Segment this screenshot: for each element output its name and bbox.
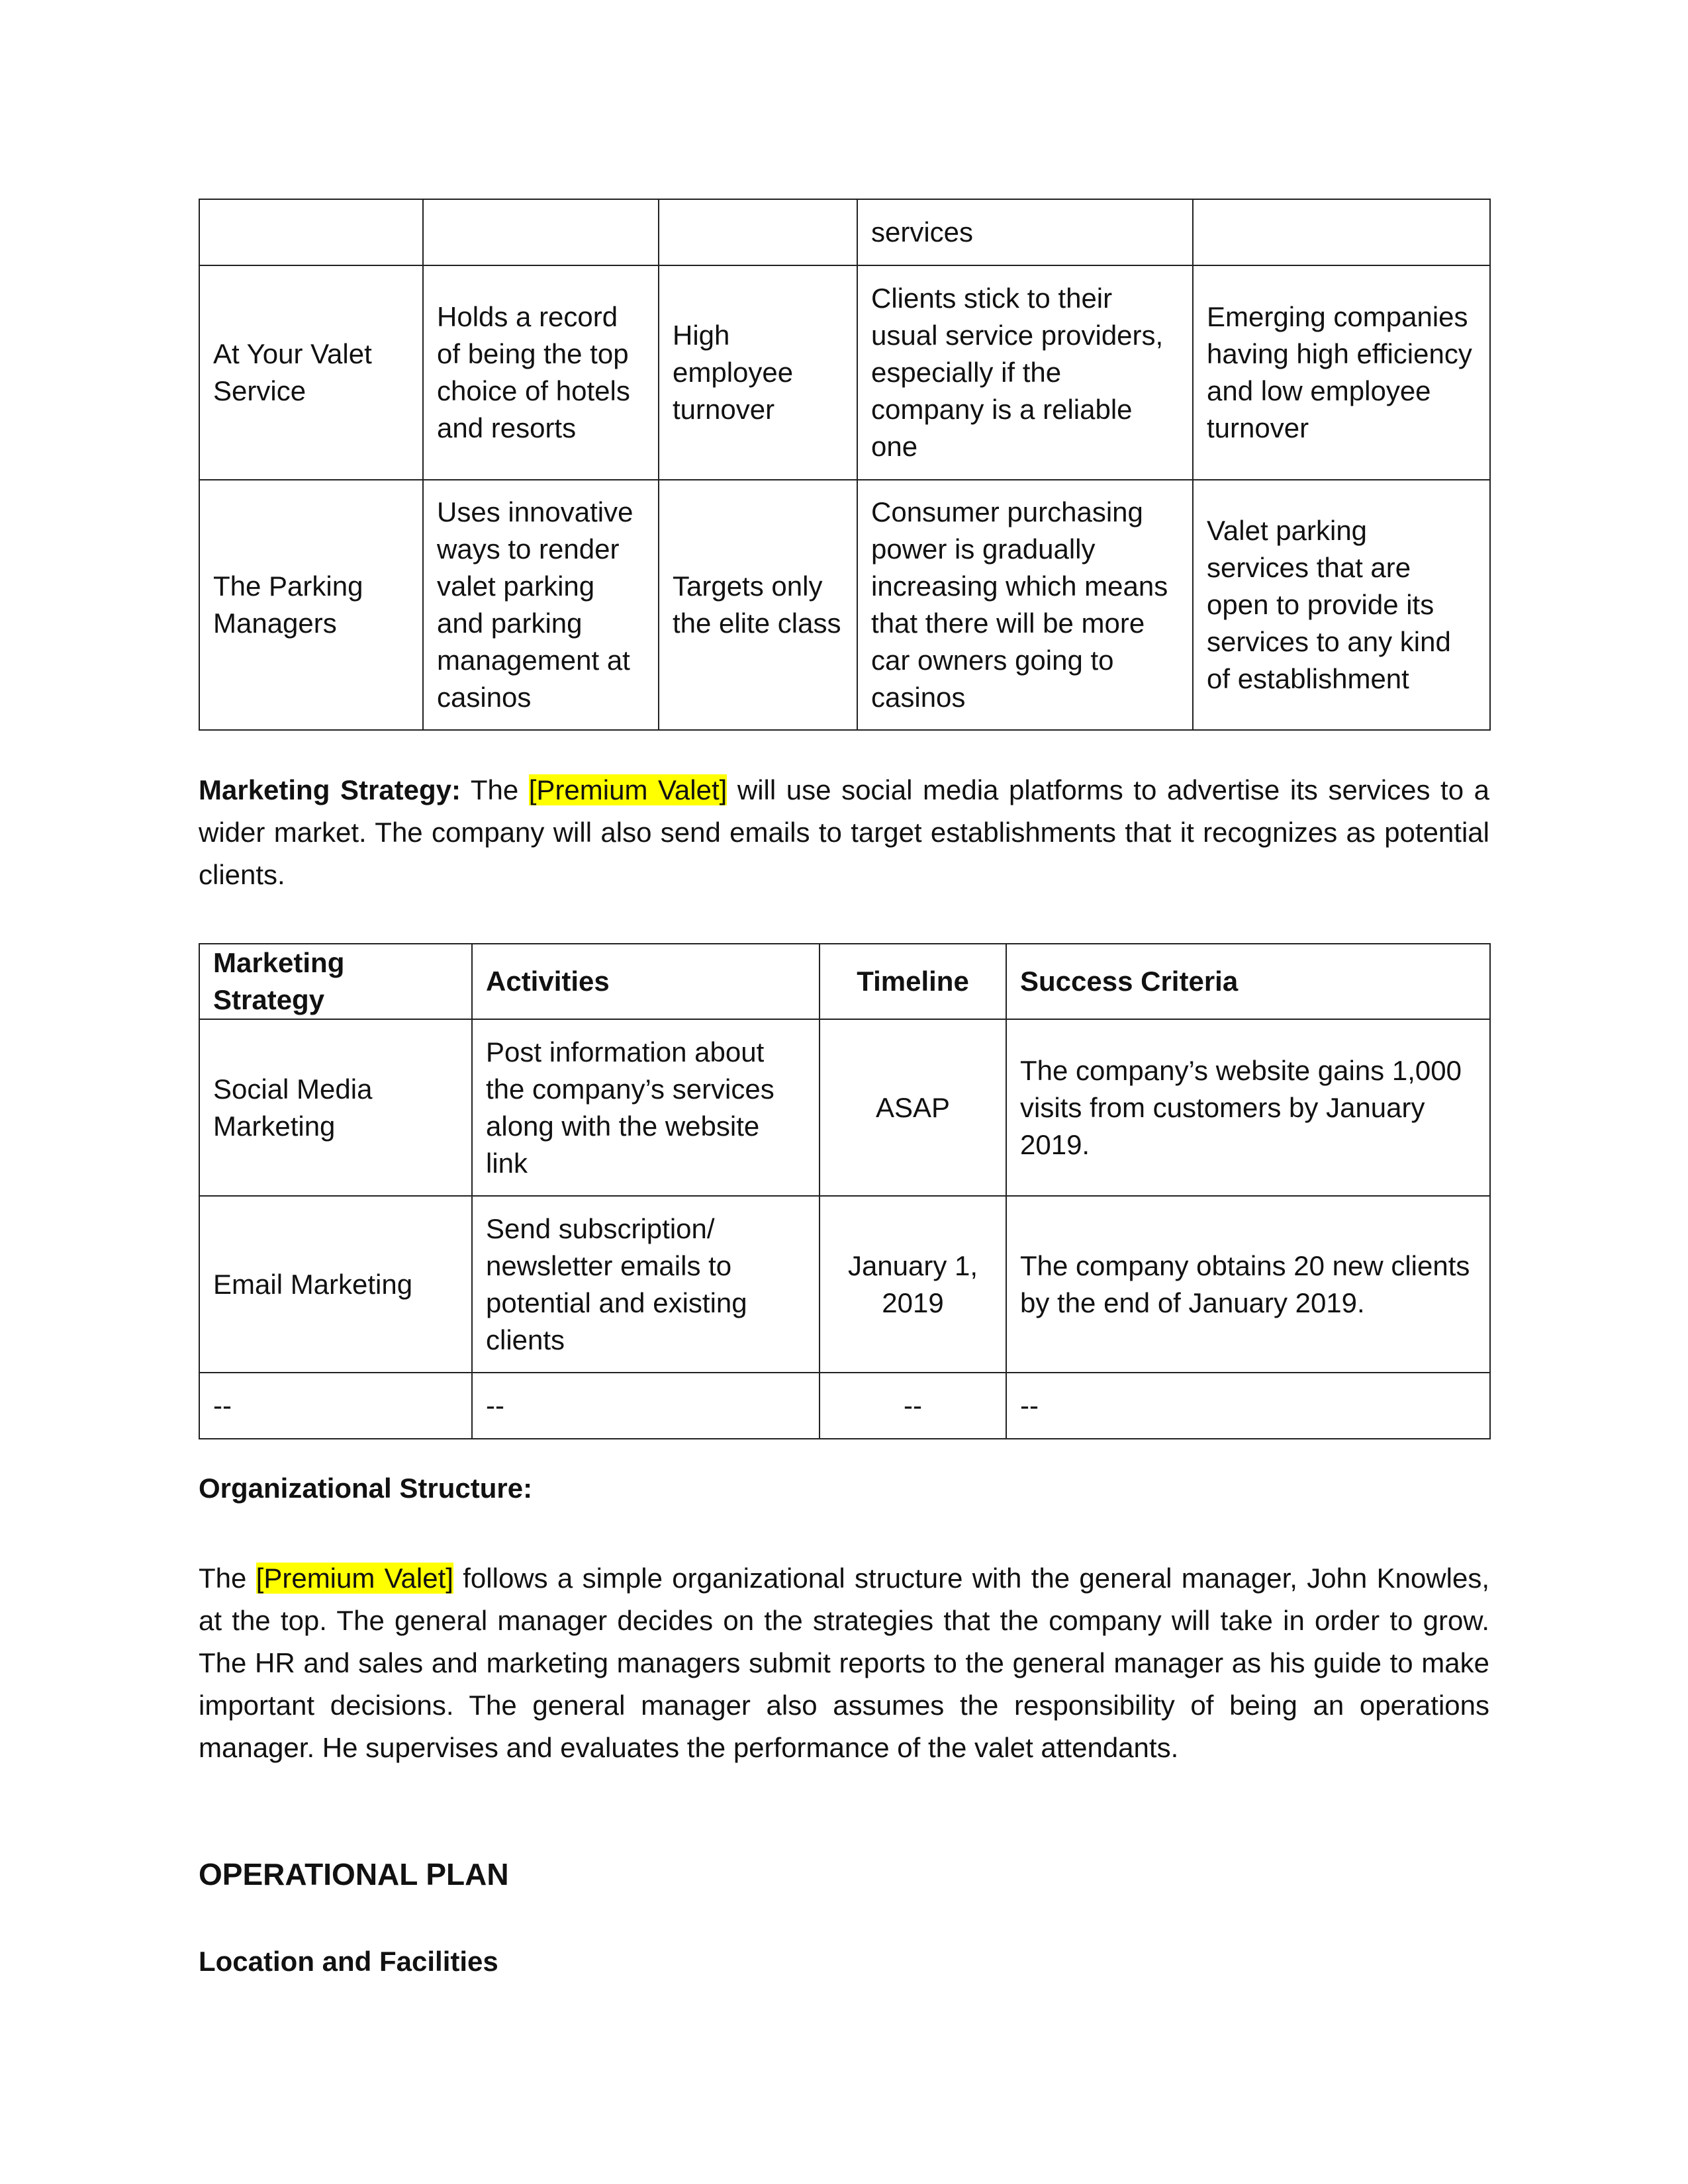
column-header: Timeline (820, 944, 1006, 1019)
table-row (199, 1196, 1490, 1373)
table-row (199, 199, 1490, 265)
table-row (199, 1019, 1490, 1196)
operational-plan-heading: OPERATIONAL PLAN (199, 1857, 509, 1891)
competitor-threat: Emerging companies having high efficiency and low employee turnover (1193, 265, 1490, 480)
table-cell (423, 199, 659, 265)
activities-cell: -- (472, 1373, 820, 1439)
marketing-strategy-label: Marketing Strategy: (199, 774, 461, 805)
column-header: Success Criteria (1006, 944, 1490, 1019)
competitor-table (199, 199, 1491, 731)
table-cell: services (857, 199, 1193, 265)
marketing-strategy-table (199, 943, 1491, 1439)
company-name-highlight: [Premium Valet] (256, 1563, 453, 1594)
competitor-strength: Uses innovative ways to render valet parking and parking management at casinos (423, 480, 659, 730)
table-cell (199, 199, 423, 265)
strategy-cell: -- (199, 1373, 472, 1439)
org-structure-paragraph (199, 1557, 1489, 1769)
timeline-cell: January 1, 2019 (820, 1196, 1006, 1373)
table-cell (659, 199, 857, 265)
marketing-strategy-paragraph (199, 769, 1489, 896)
table-row (199, 265, 1490, 480)
competitor-opportunity: Clients stick to their usual service providers, especially if the company is a reliable one (857, 265, 1193, 480)
company-name-highlight: [Premium Valet] (528, 774, 727, 805)
competitor-weakness: High employee turnover (659, 265, 857, 480)
strategy-cell: Social Media Marketing (199, 1019, 472, 1196)
competitor-strength: Holds a record of being the top choice of hotels and resorts (423, 265, 659, 480)
criteria-cell: The company obtains 20 new clients by the end of January 2019. (1006, 1196, 1490, 1373)
marketing-strategy-text: will use social media platforms to advertise its services to a wider market. The company will also send emails to target establishments that it recognizes as potential clients. (199, 774, 1490, 890)
table-cell (1193, 199, 1490, 265)
competitor-name: The Parking Managers (199, 480, 423, 730)
competitor-threat: Valet parking services that are open to provide its services to any kind of establishment (1193, 480, 1490, 730)
column-header: Marketing Strategy (199, 944, 472, 1019)
table-header-row (199, 944, 1490, 1019)
timeline-cell: ASAP (820, 1019, 1006, 1196)
criteria-cell: The company’s website gains 1,000 visits from customers by January 2019. (1006, 1019, 1490, 1196)
strategy-cell: Email Marketing (199, 1196, 472, 1373)
location-facilities-heading: Location and Facilities (199, 1946, 498, 1977)
org-structure-text: follows a simple organizational structure with the general manager, John Knowles, at the top. The general manager decides on the strategies that the company will take in order to grow. The HR and sales and marketing managers submit reports to the general manager as his guide to make important decisions. The general manager also assumes the responsibility of being an operations manager. He supervises and evaluates the performance of the valet attendants. (199, 1563, 1489, 1763)
criteria-cell: -- (1006, 1373, 1490, 1439)
competitor-opportunity: Consumer purchasing power is gradually increasing which means that there will be more car owners going to casinos (857, 480, 1193, 730)
activities-cell: Send subscription/ newsletter emails to potential and existing clients (472, 1196, 820, 1373)
column-header: Activities (472, 944, 820, 1019)
table-row (199, 480, 1490, 730)
timeline-cell: -- (820, 1373, 1006, 1439)
activities-cell: Post information about the company’s services along with the website link (472, 1019, 820, 1196)
competitor-weakness: Targets only the elite class (659, 480, 857, 730)
competitor-name: At Your Valet Service (199, 265, 423, 480)
table-row (199, 1373, 1490, 1439)
org-structure-heading: Organizational Structure: (199, 1473, 533, 1504)
marketing-strategy-pre: The (461, 774, 529, 805)
org-structure-pre: The (199, 1563, 256, 1594)
